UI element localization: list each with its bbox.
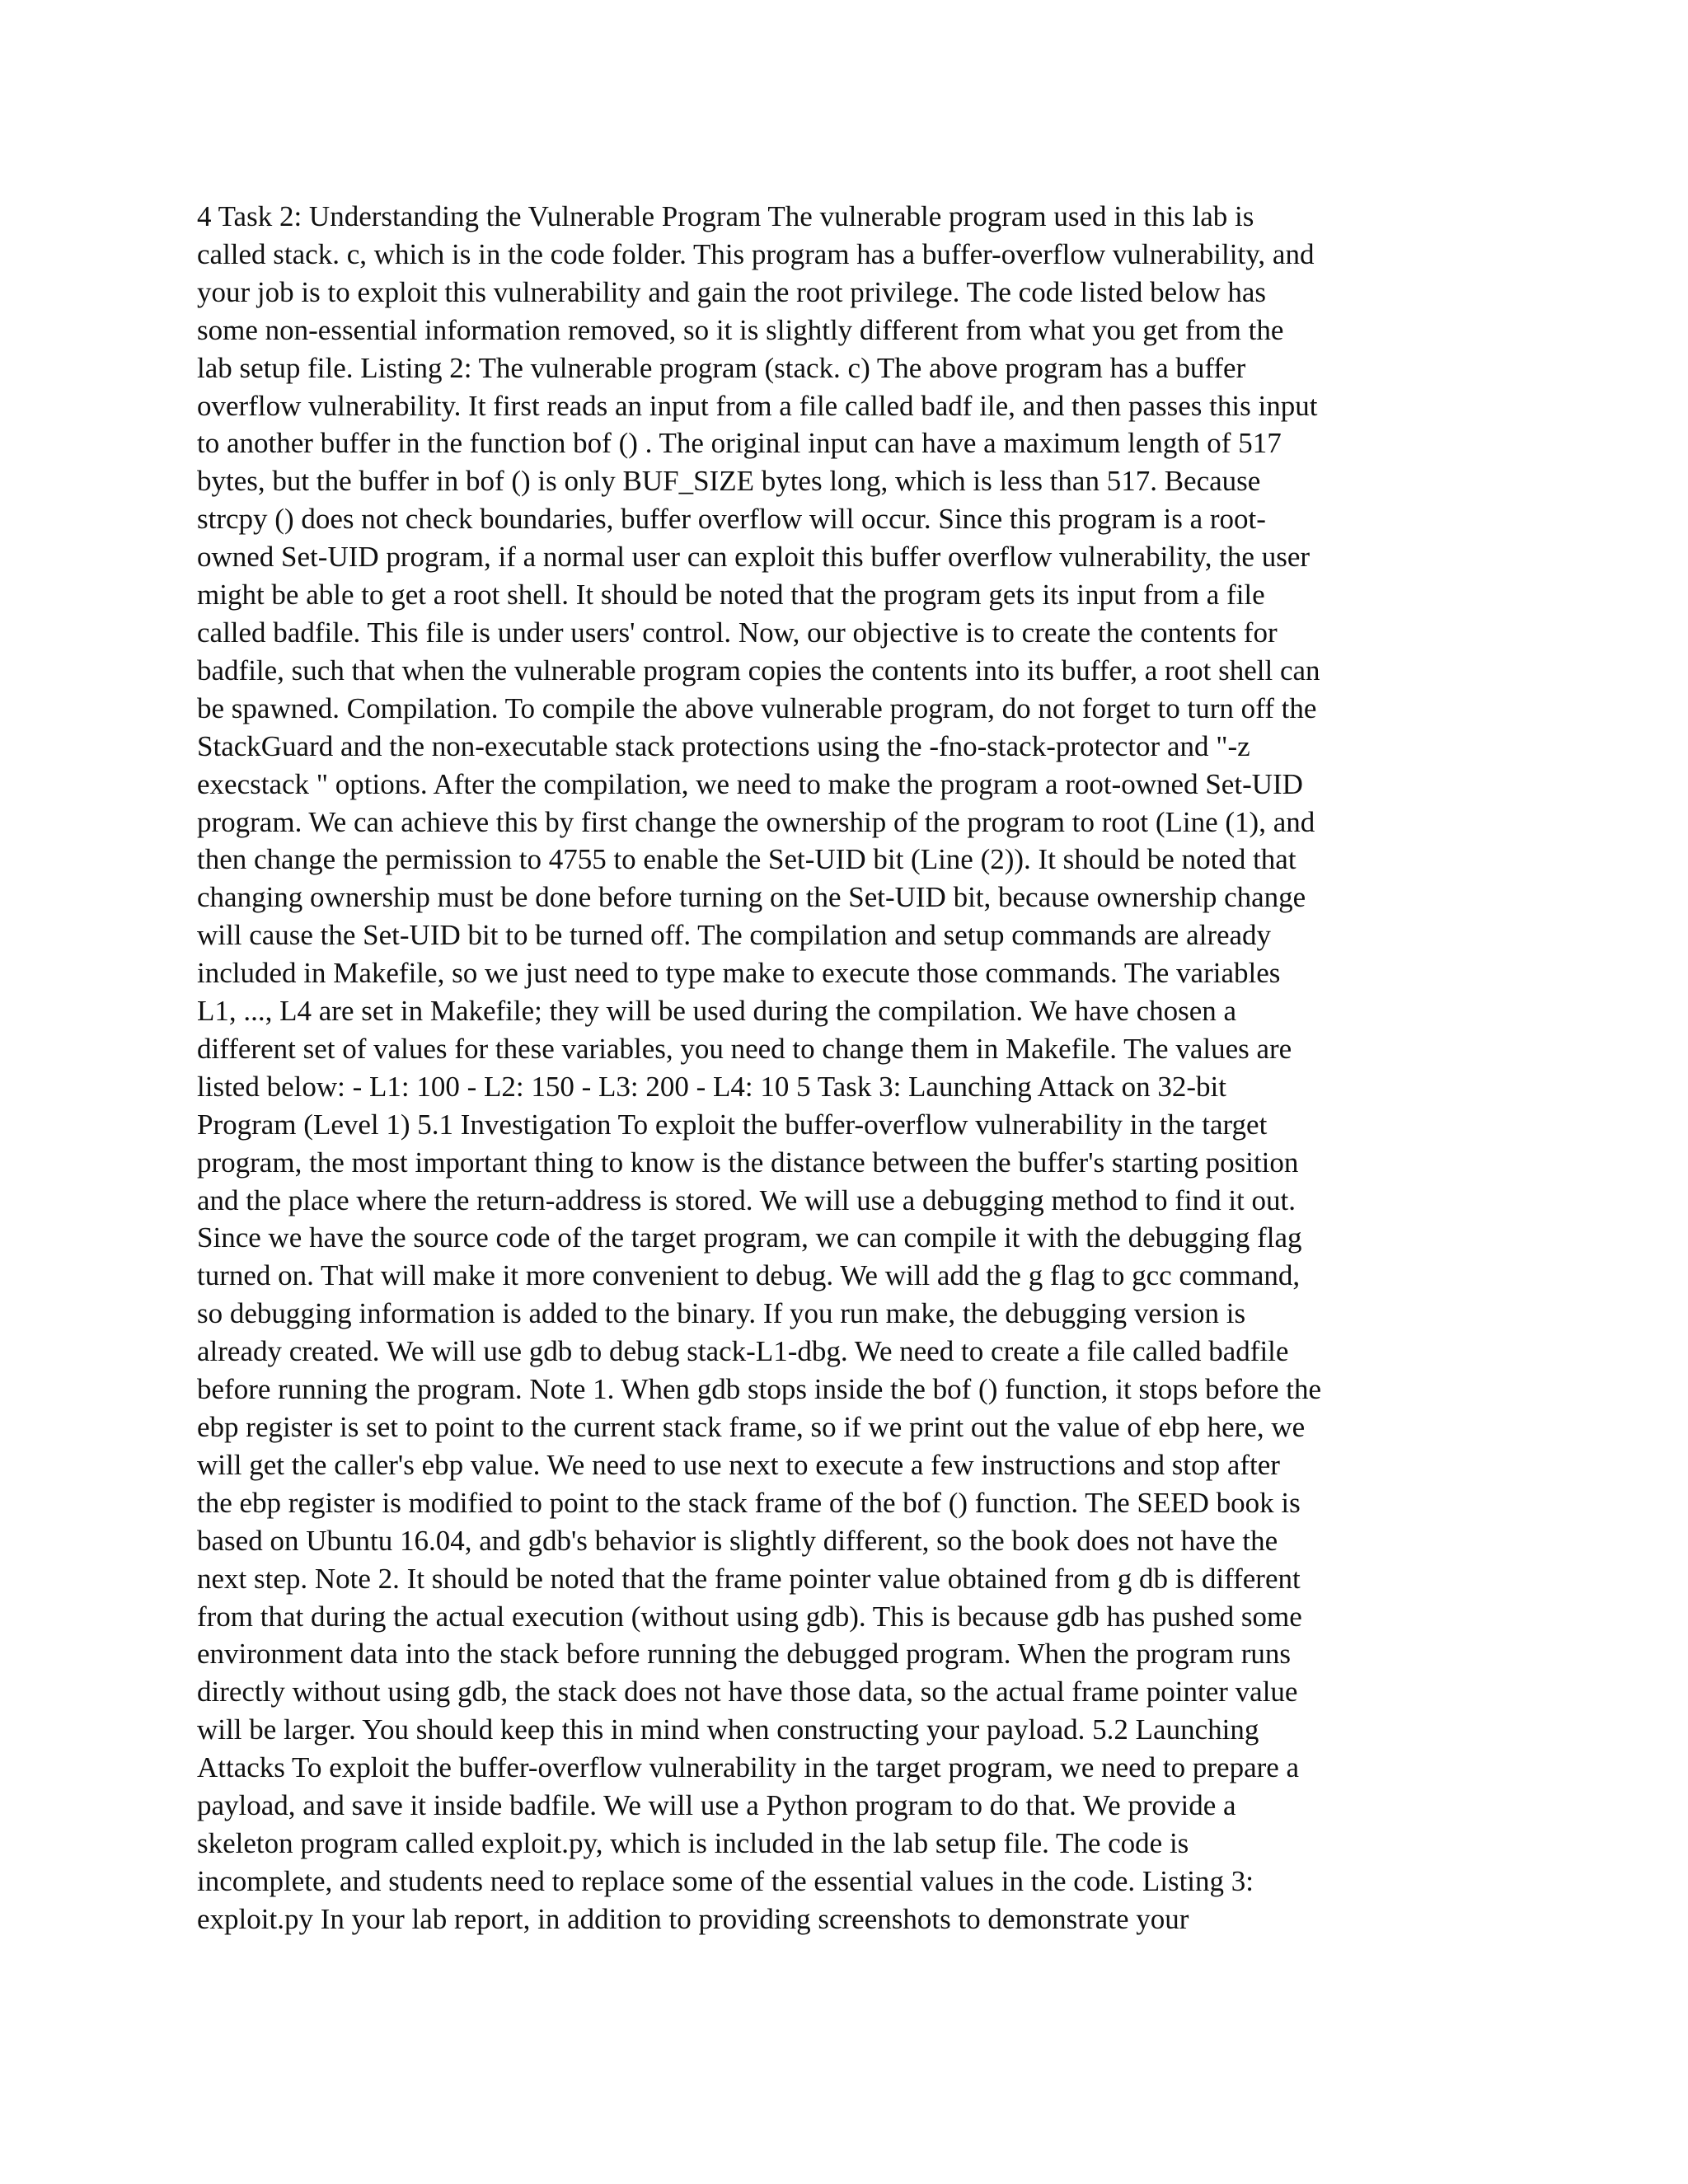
text-line: execstack " options. After the compilation, we need to make the program a root-owned Set-UID bbox=[197, 767, 1303, 800]
text-line: skeleton program called exploit.py, which is included in the lab setup file. The code is bbox=[197, 1826, 1189, 1859]
text-line: next step. Note 2. It should be noted that the frame pointer value obtained from g db is different bbox=[197, 1562, 1301, 1595]
text-line: ebp register is set to point to the current stack frame, so if we print out the value of ebp here, we bbox=[197, 1411, 1306, 1443]
text-line: program, the most important thing to know is the distance between the buffer's starting position bbox=[197, 1146, 1299, 1179]
text-line: lab setup file. Listing 2: The vulnerable program (stack. c) The above program has a buffer bbox=[197, 351, 1246, 384]
text-line: the ebp register is modified to point to the stack frame of the bof () function. The SEED book is bbox=[197, 1486, 1301, 1519]
text-line: called stack. c, which is in the code folder. This program has a buffer-overflow vulnerability, and bbox=[197, 237, 1315, 270]
text-line: will cause the Set-UID bit to be turned off. The compilation and setup commands are already bbox=[197, 919, 1272, 952]
text-line: incomplete, and students need to replace some of the essential values in the code. Listing 3: bbox=[197, 1864, 1254, 1897]
text-line: be spawned. Compilation. To compile the above vulnerable program, do not forget to turn off the bbox=[197, 691, 1317, 724]
text-line: different set of values for these variables, you need to change them in Makefile. The values are bbox=[197, 1032, 1292, 1065]
text-line: badfile, such that when the vulnerable program copies the contents into its buffer, a root shell can bbox=[197, 654, 1320, 687]
text-line: changing ownership must be done before turning on the Set-UID bit, because ownership change bbox=[197, 881, 1306, 914]
text-line: payload, and save it inside badfile. We will use a Python program to do that. We provide a bbox=[197, 1789, 1236, 1822]
text-line: will get the caller's ebp value. We need to use next to execute a few instructions and stop after bbox=[197, 1448, 1280, 1481]
text-line: owned Set-UID program, if a normal user can exploit this buffer overflow vulnerability, the user bbox=[197, 541, 1311, 574]
text-line: might be able to get a root shell. It should be noted that the program gets its input from a file bbox=[197, 579, 1265, 612]
text-line: program. We can achieve this by first change the ownership of the program to root (Line (1), and bbox=[197, 805, 1315, 838]
text-line: bytes, but the buffer in bof () is only BUF_SIZE bytes long, which is less than 517. Because bbox=[197, 465, 1261, 498]
text-line: so debugging information is added to the binary. If you run make, the debugging version is bbox=[197, 1297, 1246, 1330]
text-line: from that during the actual execution (without using gdb). This is because gdb has pushed some bbox=[197, 1600, 1302, 1633]
text-line: and the place where the return-address is stored. We will use a debugging method to find it out. bbox=[197, 1183, 1296, 1216]
text-line: Since we have the source code of the target program, we can compile it with the debugging flag bbox=[197, 1221, 1302, 1254]
text-line: turned on. That will make it more convenient to debug. We will add the g flag to gcc command, bbox=[197, 1259, 1301, 1292]
text-line: L1, ..., L4 are set in Makefile; they will be used during the compilation. We have chosen a bbox=[197, 995, 1237, 1028]
text-line: StackGuard and the non-executable stack protections using the -fno-stack-protector and "-z bbox=[197, 729, 1250, 762]
text-line: Attacks To exploit the buffer-overflow vulnerability in the target program, we need to prepare a bbox=[197, 1751, 1300, 1784]
text-line: based on Ubuntu 16.04, and gdb's behavior is slightly different, so the book does not have the bbox=[197, 1524, 1278, 1557]
text-line: environment data into the stack before running the debugged program. When the program runs bbox=[197, 1638, 1292, 1671]
body-paragraph bbox=[197, 198, 1516, 1938]
text-line: called badfile. This file is under users' control. Now, our objective is to create the contents for bbox=[197, 616, 1278, 649]
text-line: to another buffer in the function bof () . The original input can have a maximum length of 517 bbox=[197, 427, 1282, 460]
text-line: overflow vulnerability. It first reads an input from a file called badf ile, and then passes this input bbox=[197, 389, 1318, 422]
text-line: will be larger. You should keep this in mind when constructing your payload. 5.2 Launching bbox=[197, 1713, 1259, 1746]
text-line: included in Makefile, so we just need to type make to execute those commands. The variables bbox=[197, 957, 1281, 990]
text-line: your job is to exploit this vulnerability and gain the root privilege. The code listed below has bbox=[197, 275, 1267, 308]
text-line: some non-essential information removed, so it is slightly different from what you get from the bbox=[197, 313, 1284, 346]
text-line: strcpy () does not check boundaries, buffer overflow will occur. Since this program is a root- bbox=[197, 503, 1266, 536]
text-line: Program (Level 1) 5.1 Investigation To exploit the buffer-overflow vulnerability in the target bbox=[197, 1108, 1268, 1141]
text-line: listed below: - L1: 100 - L2: 150 - L3: 200 - L4: 10 5 Task 3: Launching Attack on 32-bit bbox=[197, 1070, 1226, 1103]
text-line: already created. We will use gdb to debug stack-L1-dbg. We need to create a file called badfile bbox=[197, 1335, 1289, 1368]
text-line: before running the program. Note 1. When gdb stops inside the bof () function, it stops before the bbox=[197, 1373, 1322, 1406]
text-line: then change the permission to 4755 to enable the Set-UID bit (Line (2)). It should be noted that bbox=[197, 843, 1296, 876]
text-line: directly without using gdb, the stack does not have those data, so the actual frame pointer value bbox=[197, 1675, 1298, 1708]
text-line: exploit.py In your lab report, in addition to providing screenshots to demonstrate your bbox=[197, 1902, 1189, 1935]
text-line: 4 Task 2: Understanding the Vulnerable Program The vulnerable program used in this lab is bbox=[197, 200, 1254, 232]
